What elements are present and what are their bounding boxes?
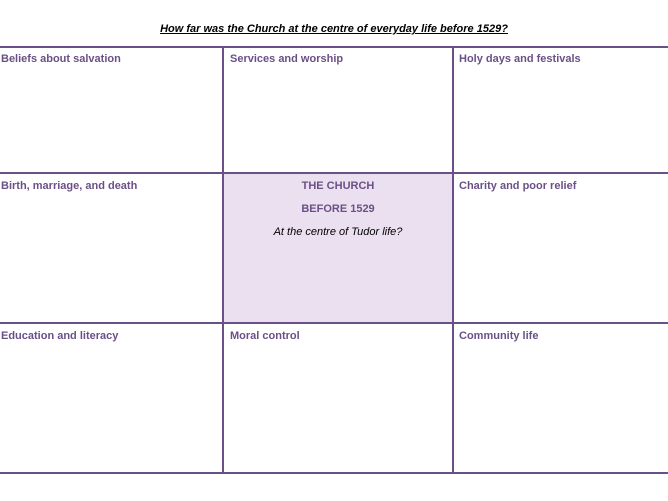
cell-education-and-literacy: Education and literacy	[1, 330, 119, 342]
grid-line-bottom	[0, 472, 668, 474]
cell-charity-and-poor-relief: Charity and poor relief	[459, 180, 577, 192]
center-question: At the centre of Tudor life?	[273, 226, 403, 238]
cell-moral-control: Moral control	[230, 330, 300, 342]
cell-services-and-worship: Services and worship	[230, 53, 344, 65]
center-heading: THE CHURCH	[301, 180, 375, 192]
topic-grid	[0, 46, 668, 474]
cell-beliefs-about-salvation: Beliefs about salvation	[1, 53, 121, 65]
center-subheading: BEFORE 1529	[301, 203, 375, 215]
grid-line-col-2	[452, 46, 454, 474]
cell-community-life: Community life	[459, 330, 539, 342]
page-title: How far was the Church at the centre of everyday life before 1529?	[160, 23, 508, 35]
cell-holy-days-and-festivals: Holy days and festivals	[459, 53, 581, 65]
grid-line-top	[0, 46, 668, 48]
center-cell	[224, 174, 452, 322]
cell-birth-marriage-death: Birth, marriage, and death	[1, 180, 138, 192]
grid-line-col-1	[222, 46, 224, 474]
grid-line-row-2	[0, 322, 668, 324]
